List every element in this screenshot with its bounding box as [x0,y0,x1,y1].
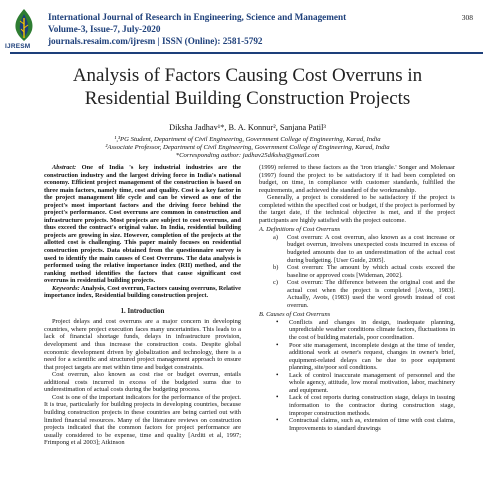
corresponding-author: *Corresponding author: jadhav25diksha@gmail.com [175,152,320,159]
list-item-text: Cost overrun: The difference between the original cost and the actual cost when the project is completed [Avots, 1983]. Actually, Avots, (1983) used the word growth instead of cost overrun. [287,279,455,309]
list-item [259,394,455,417]
list-item-text: Cost overrun: A cost overrun, also known as a cost increase or budget overrun, involves unexpected costs incurred in excess of budgeted amounts due to an underestimation of the actual cost during budgeting. [User Guide, 2005]. [287,233,455,264]
subsection-heading-definitions: A. Definitions of Cost Overruns [259,226,341,234]
journal-website: journals.resaim.com/ijresm | ISSN (Online): 2581-5792 [48,36,263,47]
paper-title [0,64,495,110]
journal-name: International Journal of Research in Engineering, Science and Management [48,12,347,22]
bullet-icon: • [276,340,279,349]
intro-paragraph-3: Cost is one of the important indicators for the performance of the project. It is true, particularly for building projects in developing countries, because building construction projects in these countries are being carried out with limited financial resources. Many of the literature reviews on construction projects indicated that the common factors for project performance are usually considered to be expense, time and quality [Arditi et al, 1997; Frimpong et al 2003]; Atkinson [44,393,241,447]
journal-header [48,11,428,48]
list-marker: b) [273,264,279,272]
list-item-text: Conflicts and changes in design, inadequate planning, unpredictable weather conditions climate factors, fluctuations in the cost of building materials, poor coordination. [289,318,455,342]
title-line-1: Analysis of Factors Causing Cost Overruns in [72,65,423,86]
author-list: Diksha Jadhav¹*, B. A. Konnur², Sanjana Patil³ [169,123,326,132]
abstract-label: Abstract: [52,164,77,171]
journal-volume: Volume-3, Issue-7, July-2020 [48,24,161,35]
list-item-text: Lack of control inaccurate management of personnel and the whole agency, attitude, low moral motivation, labor, machinery and equipment. [289,371,455,394]
definitions-list [259,234,455,309]
logo-text: IJRESM [5,43,31,50]
list-item [259,264,455,279]
list-item [259,372,455,395]
keywords-text: Analysis, Cost overrun, Factors causing overruns, Relative importance index, Residential building construction project. [44,284,241,300]
page-number: 308 [461,13,473,22]
bullet-icon: • [276,393,279,402]
keywords-label: Keywords: [52,284,80,292]
header-divider [10,52,483,54]
intro-paragraph-2: Cost overrun, also known as cost rise or budget overrun, entails additional costs incurred in excess of the budgeted sums due to underestimation of actual costs during the budgeting process. [44,371,241,394]
journal-logo [12,8,36,42]
list-marker: c) [273,279,278,287]
list-item [259,234,455,264]
title-line-2: Residential Building Construction Projects [84,88,411,109]
continued-paragraph: (1999) referred to these factors as the 'iron triangle.' Songer and Molenaar (1997) found the project to be satisfactory if it had been completed on budget, on time, in compliance with customer standards, fulfilled the requirements, and achieved the standard of the workmanship. [259,164,455,194]
list-item-text: Lack of cost reports during construction stage, delays in issuing information to the contractor during construction stage, improper construction methods. [289,394,455,417]
affiliation-2: ²Associate Professor, Department of Civil Engineering, Government College of Engineering, Karad, India [105,144,390,151]
list-item [259,417,455,432]
list-marker: a) [273,233,278,241]
right-paragraph-2: Generally, a project is considered to be satisfactory if the project is completed within the specified cost or budget, if the project is performed by the target date, if the technical objective is met, and if the project participants are highly satisfied with the project outcome. [259,194,455,224]
affiliation-1: ¹,³PG Student, Department of Civil Engineering, Government College of Engineering, Karad, India [114,136,381,143]
list-item-text: Cost overrun: The amount by which actual costs exceed the baseline or approved costs [Wideman, 2002]. [287,264,455,279]
section-heading-introduction: 1. Introduction [120,307,165,315]
bullet-icon: • [276,370,279,379]
list-item [259,319,455,342]
list-item [259,342,455,372]
list-item [259,279,455,309]
right-column [259,164,455,432]
keywords [44,285,241,300]
abstract [44,164,241,285]
bullet-icon: • [276,416,279,425]
intro-paragraph-1: Project delays and cost overruns are a major concern in developing countries, where project execution faces many uncertainties. This leads to a lack of financial shortage funds, delays in infrastructure provision, development and thus increase the construction costs. Despite global economic development driven by globalization and technology, there is a need for a scientific and structured project management approach to ensure that project targets are met within time and budget constraints. [44,318,241,371]
causes-list [259,319,455,432]
abstract-text: One of India 's key industrial industries are the construction industry and the largest driving force in India's national economy. Efficient project management of the construction is based on three main factors, namely time, cost and quality. Cost is a key factor in the project management life cycle and can be viewed as one of the project's most important factors and the driving force behind the project's performance. Cost overruns are common in construction and infrastructure projects. Most projects are subject to cost overruns, and thus exceed the contract's original value. In India, residential building projects are growing in size. However, completion of the projects at the allotted cost is challenging. This paper mainly focuses on residential construction projects. Data obtained from the questionnaire survey is used to identify the main causes of Cost Overruns. The data analysis is performed using the relative importance index (RII) method, and the ranking method identifies the factors that cause significant cost overruns in residential building projects. [44,164,241,285]
list-item-text: Poor site management, incomplete design at the time of tender, additional work at owner's request, changes in owner's brief, equipment-related delays can be due to poor equipment planning, site/poor soil conditions. [289,341,455,372]
bullet-icon: • [276,317,279,326]
list-item-text: Contractual claims, such as, extension of time with cost claims, Improvements to standard drawings [289,417,455,432]
left-column [44,164,241,447]
subsection-heading-causes: B. Causes of Cost Overruns [259,311,331,319]
